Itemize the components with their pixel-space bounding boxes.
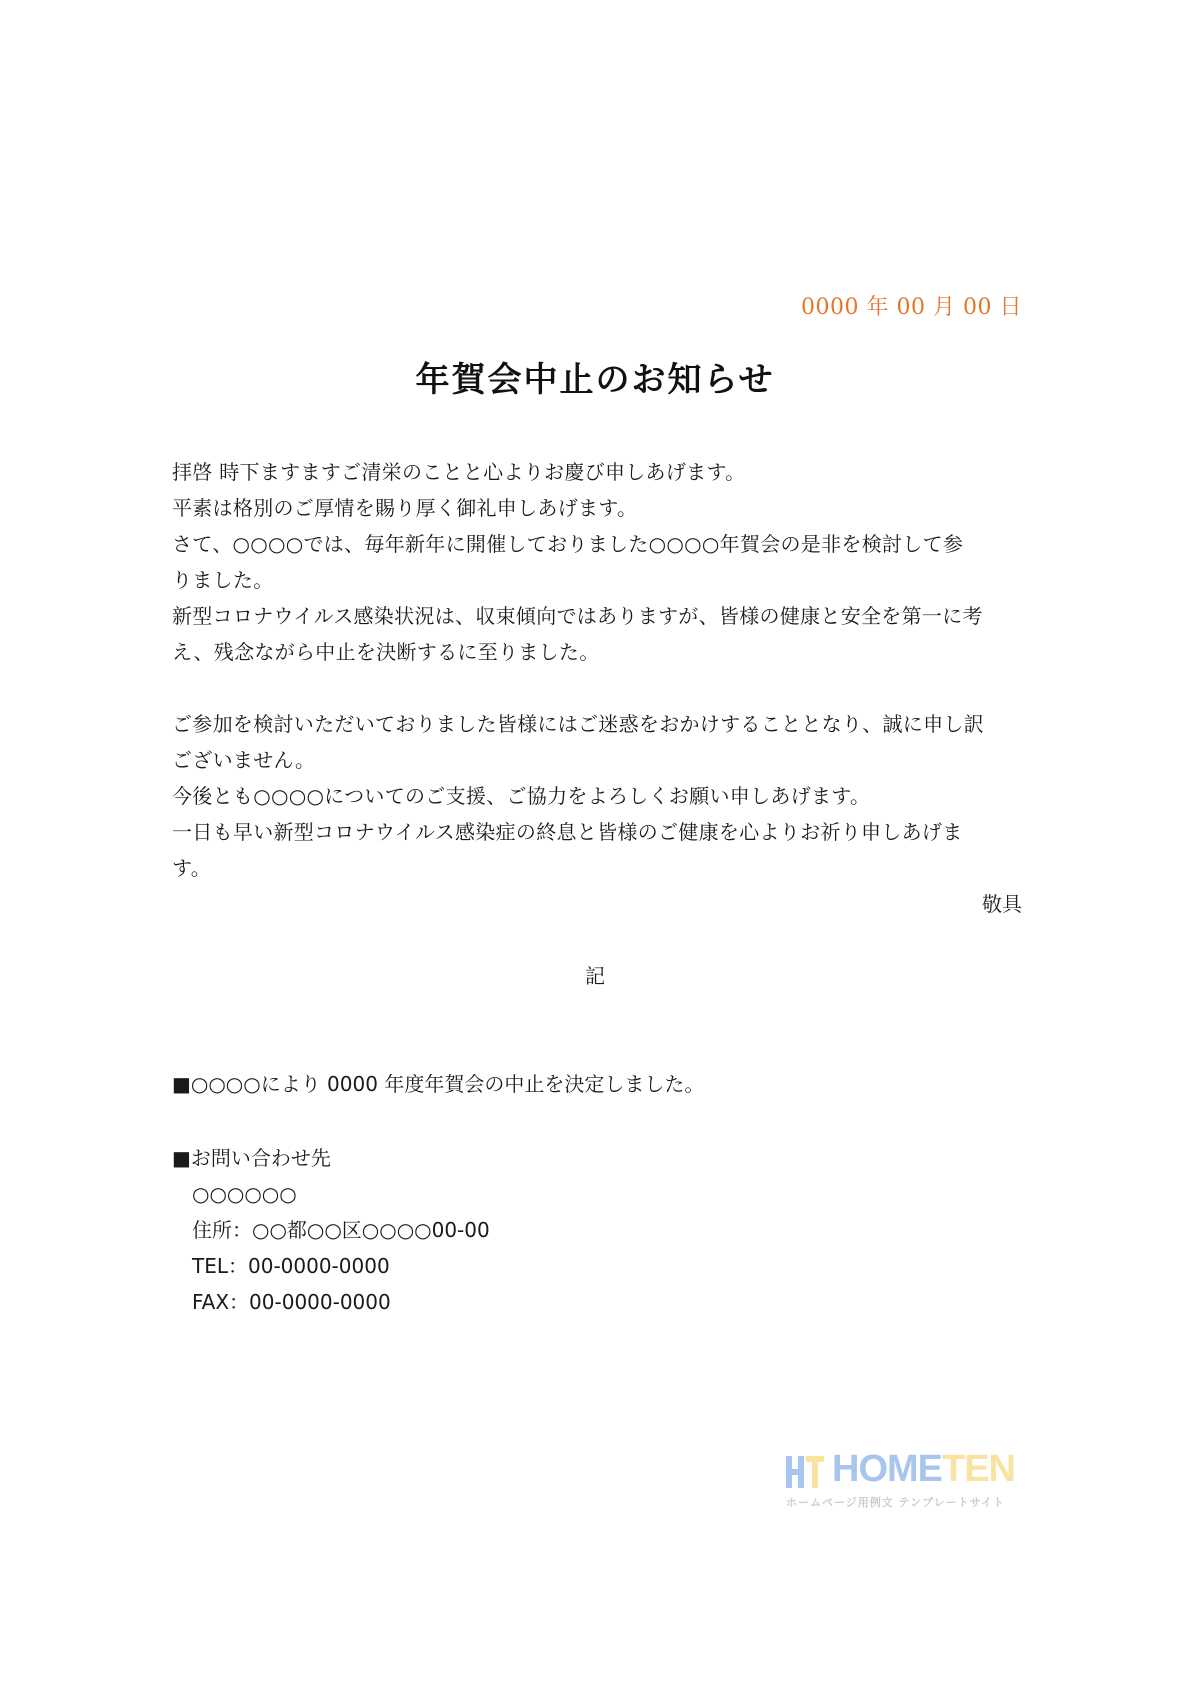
- ht-logo-icon: [784, 1452, 826, 1490]
- body-line: 今後とも○○○○についてのご支援、ご協力をよろしくお願い申しあげます。: [172, 784, 871, 808]
- body-line: ございません。: [172, 748, 316, 772]
- body-line: さて、○○○○では、毎年新年に開催しておりました○○○○年賀会の是非を検討して参: [172, 532, 964, 556]
- body-line: え、残念ながら中止を決断するに至りました。: [172, 640, 600, 664]
- body-blank-line: [172, 670, 1024, 706]
- body-line: りました。: [172, 568, 274, 592]
- hometen-watermark-logo: [784, 1450, 1014, 1512]
- contact-fax: FAX：00-0000-0000: [192, 1290, 391, 1314]
- closing-phrase: 敬具: [982, 892, 1022, 916]
- body-line: 一日も早い新型コロナウイルス感染症の終息と皆様のご健康を心よりお祈り申しあげま: [172, 820, 963, 844]
- brand-name: [832, 1448, 1015, 1491]
- document-date: 0000 年 00 月 00 日: [801, 295, 1022, 320]
- body-line: 平素は格別のご厚情を賜り厚く御礼申しあげます。: [172, 496, 638, 520]
- body-line: す。: [172, 856, 211, 880]
- cancellation-notice: ■○○○○により 0000 年度年賀会の中止を決定しました。: [172, 1072, 705, 1096]
- body-line: ご参加を検討いただいておりました皆様にはご迷惑をおかけすることとなり、誠に申し訳: [172, 712, 984, 736]
- letter-body: [172, 454, 1024, 886]
- contact-tel: TEL：00-0000-0000: [192, 1254, 390, 1278]
- document-title: 年賀会中止のお知らせ: [415, 360, 775, 400]
- body-line: 拝啓 時下ますますご清栄のことと心よりお慶び申しあげます。: [172, 460, 746, 484]
- brand-tagline: ホームページ用例文 テンプレートサイト: [786, 1496, 1005, 1509]
- brand-home: HOME: [832, 1448, 942, 1490]
- brand-ten: TEN: [942, 1448, 1015, 1490]
- contact-block: [172, 1140, 490, 1320]
- body-line: 新型コロナウイルス感染状況は、収束傾向ではありますが、皆様の健康と安全を第一に考: [172, 604, 983, 628]
- contact-name: ○○○○○○: [192, 1182, 297, 1206]
- ki-heading: 記: [585, 964, 605, 988]
- contact-heading: ■お問い合わせ先: [172, 1146, 331, 1170]
- contact-address: 住所：○○都○○区○○○○00-00: [192, 1218, 490, 1242]
